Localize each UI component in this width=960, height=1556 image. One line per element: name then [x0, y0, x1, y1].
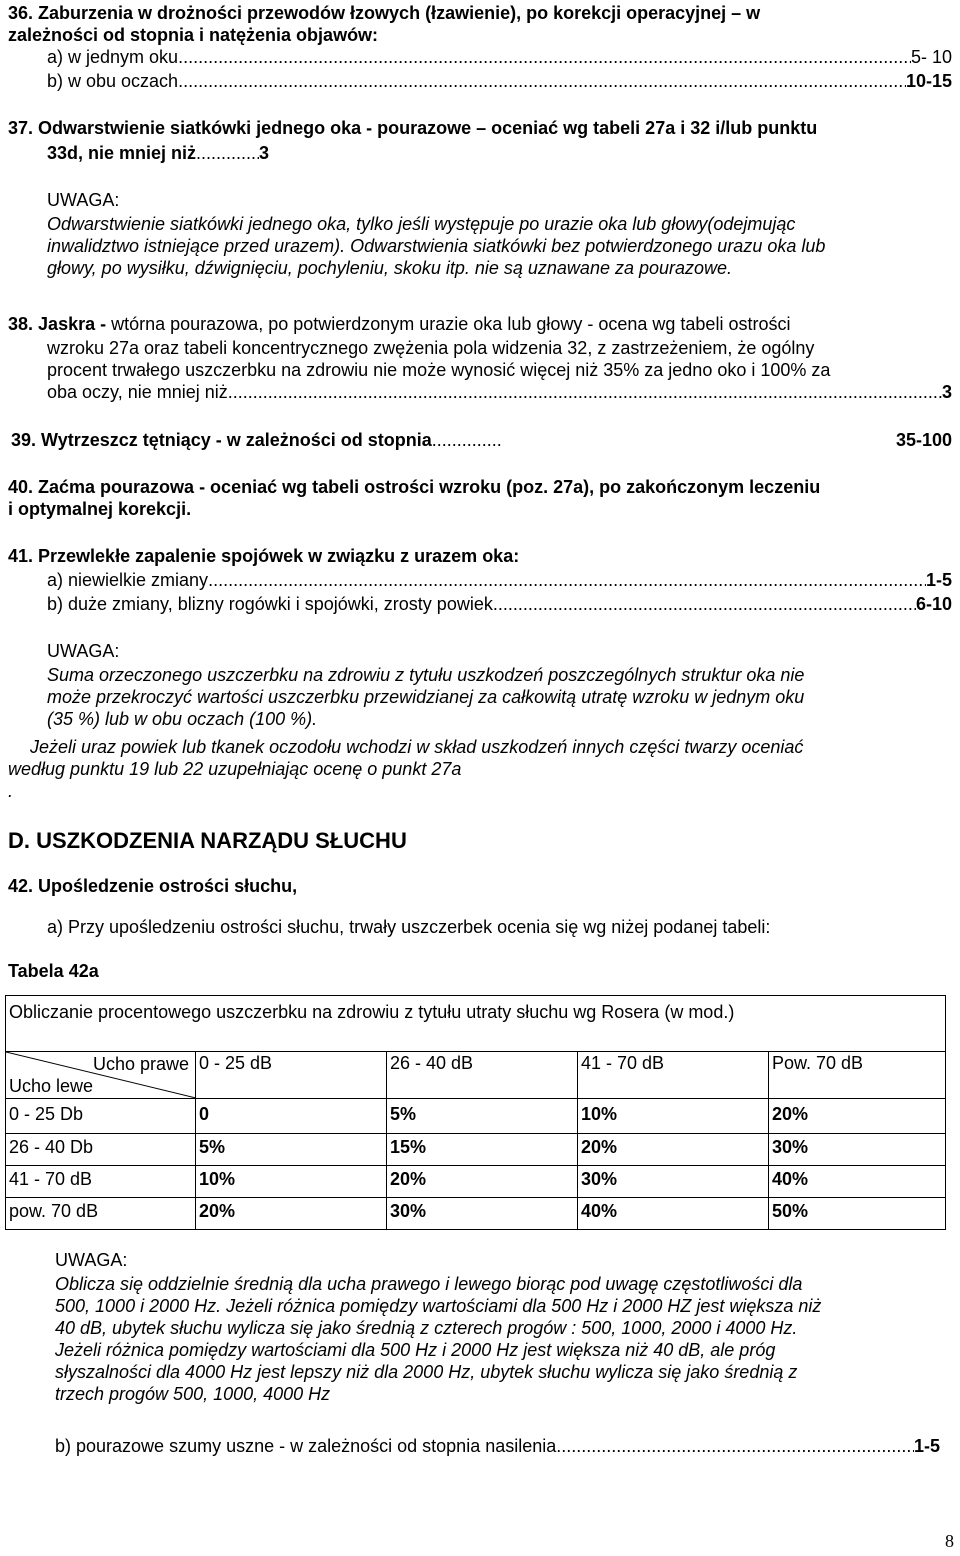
table-cell: 40%: [769, 1166, 946, 1198]
item-41-b-value: 6-10: [915, 594, 952, 614]
item-42-a: a) Przy upośledzeniu ostrości słuchu, trwały uszczerbek ocenia się wg niżej podanej tabeli:: [47, 917, 771, 937]
item-36-b-label: b) w obu oczach: [47, 71, 179, 91]
dot-leader: [432, 429, 502, 451]
item-37-line2: [47, 142, 269, 164]
corner-left-ear: Ucho lewe: [9, 1076, 94, 1096]
table-caption: Obliczanie procentowego uszczerbku na zdrowiu z tytułu utraty słuchu wg Rosera (w mod.): [6, 996, 946, 1052]
item-40: [8, 476, 953, 520]
item-36-b: [47, 70, 952, 92]
item-41-b-label: b) duże zmiany, blizny rogówki i spojówki, zrosty powiek: [47, 594, 493, 614]
section-d-heading: D. USZKODZENIA NARZĄDU SŁUCHU: [8, 828, 407, 853]
item-39-label: 39. Wytrzeszcz tętniący - w zależności od stopnia: [11, 430, 432, 450]
col-header: 41 - 70 dB: [578, 1052, 769, 1099]
dot-leader: [556, 1435, 914, 1457]
item-38-text: wtórna pourazowa, po potwierdzonym urazie oka lub głowy - ocena wg tabeli ostrości: [106, 314, 791, 334]
item-38: [8, 313, 953, 335]
item-41-title: 41. Przewlekłe zapalenie spojówek w związku z urazem oka:: [8, 546, 520, 566]
item-41-uwaga: UWAGA:: [47, 641, 120, 661]
item-36-title-line2: zależności od stopnia i natężenia objawów:: [8, 25, 379, 45]
table-cell: 10%: [196, 1166, 387, 1198]
item-42-b: [55, 1435, 940, 1457]
table-cell: 10%: [578, 1099, 769, 1134]
dot-leader: [178, 70, 906, 92]
item-41-note: [47, 664, 952, 730]
item-37-value: 3: [258, 143, 269, 163]
dot-leader: [196, 142, 259, 164]
table-row: [6, 1198, 946, 1230]
item-42-note: [55, 1273, 955, 1405]
table-row: [6, 1166, 946, 1198]
item-36-a-label: a) w jednym oku: [47, 47, 179, 67]
item-41-note-line: Jeżeli uraz powiek lub tkanek oczodołu wchodzi w skład uszkodzeń innych części twarzy oceniać: [30, 737, 804, 757]
item-41-note-dot: .: [8, 781, 14, 801]
item-37-note-line: głowy, po wysiłku, dźwignięciu, pochyleniu, skoku itp. nie są uznawane za pourazowe.: [47, 258, 733, 278]
table-row: [6, 1099, 946, 1134]
dot-leader: [208, 569, 926, 591]
item-38-last-line: [47, 381, 952, 403]
item-38-line1: [8, 313, 953, 335]
table-cell: 0: [196, 1099, 387, 1134]
item-37-title: [8, 117, 953, 139]
item-37-note: [47, 213, 952, 279]
table-cell: 5%: [196, 1134, 387, 1166]
table-cell: 50%: [769, 1198, 946, 1230]
table-42a: [5, 995, 946, 1230]
item-42-note-line: Oblicza się oddzielnie średnią dla ucha prawego i lewego biorąc pod uwagę częstotliwości dla: [55, 1274, 803, 1294]
col-header: 0 - 25 dB: [196, 1052, 387, 1099]
table-cell: 20%: [196, 1198, 387, 1230]
item-38-value: 3: [941, 382, 952, 402]
table-cell: 30%: [578, 1166, 769, 1198]
item-37-note-line: Odwarstwienie siatkówki jednego oka, tylko jeśli występuje po urazie oka lub głowy(odejmując: [47, 214, 796, 234]
table-cell: 20%: [387, 1166, 578, 1198]
table-header-row: [6, 1052, 946, 1099]
col-header: Pow. 70 dB: [769, 1052, 946, 1099]
item-42-b-label: b) pourazowe szumy uszne - w zależności od stopnia nasilenia: [55, 1436, 557, 1456]
item-39: [11, 429, 952, 451]
item-36-a: [47, 46, 952, 68]
item-38-line: procent trwałego uszczerbku na zdrowiu nie może wynosić więcej niż 35% za jedno oko i 100% za: [47, 360, 831, 380]
page-number: 8: [945, 1531, 954, 1551]
item-37-note-line: inwalidztwo istniejące przed urazem). Odwarstwienia siatkówki bez potwierdzonego urazu oka lub: [47, 236, 826, 256]
item-36-b-value: 10-15: [905, 71, 952, 91]
item-41-note2: [8, 736, 953, 802]
table-cell: 30%: [387, 1198, 578, 1230]
item-42-uwaga: UWAGA:: [55, 1250, 128, 1270]
table-cell: 40%: [578, 1198, 769, 1230]
table-cell: 30%: [769, 1134, 946, 1166]
item-42-note-line: 500, 1000 i 2000 Hz. Jeżeli różnica pomiędzy wartościami dla 500 Hz i 2000 HZ jest większa niż: [55, 1296, 822, 1316]
item-42-b-value: 1-5: [913, 1436, 940, 1456]
table-cell: 15%: [387, 1134, 578, 1166]
table-row: [6, 1134, 946, 1166]
item-40-line: i optymalnej korekcji.: [8, 499, 192, 519]
table-cell: 20%: [769, 1099, 946, 1134]
item-41-note-line: (35 %) lub w obu oczach (100 %).: [47, 709, 318, 729]
row-label: pow. 70 dB: [6, 1198, 196, 1230]
item-39-value: 35-100: [895, 430, 952, 450]
corner-right-ear: Ucho prawe: [92, 1054, 189, 1074]
item-42-note-line: słyszalności dla 4000 Hz jest lepszy niż dla 2000 Hz, ubytek słuchu wylicza się jako średnią z: [55, 1362, 798, 1382]
item-41-b: [47, 593, 952, 615]
item-38-line: oba oczy, nie mniej niż: [47, 382, 228, 402]
item-41-a-label: a) niewielkie zmiany: [47, 570, 209, 590]
item-41-note-line: według punktu 19 lub 22 uzupełniając ocenę o punkt 27a: [8, 759, 462, 779]
item-38-heading: Jaskra -: [38, 314, 107, 334]
col-header: 26 - 40 dB: [387, 1052, 578, 1099]
item-41-note-line: Suma orzeczonego uszczerbku na zdrowiu z tytułu uszkodzeń poszczególnych struktur oka nie: [47, 665, 805, 685]
dot-leader: [493, 593, 916, 615]
item-37-title-line1: 37. Odwarstwienie siatkówki jednego oka - pourazowe – oceniać wg tabeli 27a i 32 i/lub punktu: [8, 118, 818, 138]
item-36-a-value: 5- 10: [910, 47, 952, 67]
table-cell: 20%: [578, 1134, 769, 1166]
item-42-note-line: Jeżeli różnica pomiędzy wartościami dla 500 Hz i 2000 Hz jest większa niż 40 dB, ale próg: [55, 1340, 776, 1360]
row-label: 0 - 25 Db: [6, 1099, 196, 1134]
item-40-line: 40. Zaćma pourazowa - oceniać wg tabeli ostrości wzroku (poz. 27a), po zakończonym leczeniu: [8, 477, 821, 497]
item-41-a-value: 1-5: [925, 570, 952, 590]
item-36-title: [8, 2, 953, 46]
table-42a-label: Tabela 42a: [8, 961, 99, 981]
table-corner-cell: [6, 1052, 196, 1099]
item-38-line: wzroku 27a oraz tabeli koncentrycznego zwężenia pola widzenia 32, z zastrzeżeniem, że ogólny: [47, 338, 815, 358]
item-42-title: 42. Upośledzenie ostrości słuchu,: [8, 876, 298, 896]
item-38-number: 38.: [8, 314, 34, 334]
row-label: 26 - 40 Db: [6, 1134, 196, 1166]
item-36-title-line1: 36. Zaburzenia w drożności przewodów łzowych (łzawienie), po korekcji operacyjnej – w: [8, 3, 761, 23]
dot-leader: [228, 381, 942, 403]
table-caption-row: [6, 996, 946, 1052]
row-label: 41 - 70 dB: [6, 1166, 196, 1198]
item-37-title-line2: 33d, nie mniej niż: [47, 143, 197, 163]
dot-leader: [178, 46, 911, 68]
item-41-note-line: może przekroczyć wartości uszczerbku przewidzianej za całkowitą utratę wzroku w jednym oku: [47, 687, 805, 707]
item-42-note-line: trzech progów 500, 1000, 4000 Hz: [55, 1384, 331, 1404]
item-41-a: [47, 569, 952, 591]
table-cell: 5%: [387, 1099, 578, 1134]
item-38-body: [47, 337, 952, 403]
item-37-uwaga: UWAGA:: [47, 190, 120, 210]
item-42-note-line: 40 dB, ubytek słuchu wylicza się jako średnią z czterech progów : 500, 1000, 2000 i 4000 Hz.: [55, 1318, 798, 1338]
